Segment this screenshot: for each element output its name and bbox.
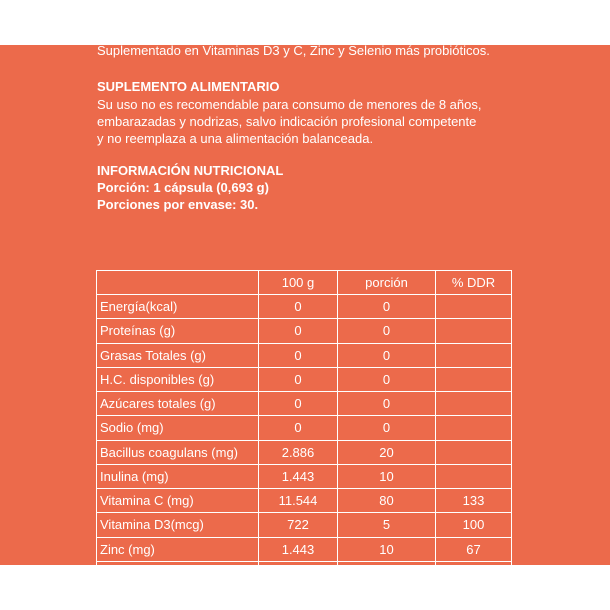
portion-cell: 55	[338, 561, 436, 585]
table-row	[97, 319, 512, 343]
table-row	[97, 513, 512, 537]
per100-cell: 0	[259, 295, 338, 319]
per100-cell: 0	[259, 343, 338, 367]
supplement-line-2: embarazadas y nodrizas, salvo indicación profesional competente	[97, 114, 477, 129]
ddr-cell	[436, 392, 512, 416]
portion-cell: 80	[338, 489, 436, 513]
per100-cell: 0	[259, 392, 338, 416]
portion-cell: 5	[338, 513, 436, 537]
ddr-cell: 100	[436, 513, 512, 537]
nutrient-name-cell: Inulina (mg)	[97, 464, 259, 488]
portion-cell: 20	[338, 440, 436, 464]
nutrient-name-cell: Bacillus coagulans (mg)	[97, 440, 259, 464]
nutrient-name-cell: Grasas Totales (g)	[97, 343, 259, 367]
nutrition-table	[96, 270, 512, 586]
nutrient-name-cell: Proteínas (g)	[97, 319, 259, 343]
ddr-cell	[436, 440, 512, 464]
ddr-cell	[436, 416, 512, 440]
per100-cell: 1.443	[259, 537, 338, 561]
header-ddr: % DDR	[436, 271, 512, 295]
nutrient-name-cell: Azúcares totales (g)	[97, 392, 259, 416]
table-row	[97, 489, 512, 513]
servings-text: Porciones por envase: 30.	[97, 197, 259, 212]
nutrient-name-cell: Selenio (mcg)	[97, 561, 259, 585]
intro-text: Suplementado en Vitaminas D3 y C, Zinc y Selenio más probióticos.	[97, 43, 490, 58]
ddr-cell	[436, 367, 512, 391]
portion-cell: 0	[338, 295, 436, 319]
ddr-cell: 67	[436, 537, 512, 561]
per100-cell: 1.443	[259, 464, 338, 488]
ddr-cell	[436, 343, 512, 367]
table-row	[97, 367, 512, 391]
portion-cell: 0	[338, 367, 436, 391]
portion-cell: 10	[338, 464, 436, 488]
table-row	[97, 464, 512, 488]
nutrient-name-cell: Vitamina C (mg)	[97, 489, 259, 513]
table-row	[97, 416, 512, 440]
nutrient-name-cell: Sodio (mg)	[97, 416, 259, 440]
label-panel	[0, 43, 610, 581]
ddr-cell: 133	[436, 489, 512, 513]
table-row	[97, 537, 512, 561]
supplement-title: SUPLEMENTO ALIMENTARIO	[97, 79, 280, 94]
per100-cell: 7.937	[259, 561, 338, 585]
nutrient-name-cell: H.C. disponibles (g)	[97, 367, 259, 391]
per100-cell: 0	[259, 319, 338, 343]
header-100g: 100 g	[259, 271, 338, 295]
portion-cell: 0	[338, 392, 436, 416]
portion-cell: 0	[338, 416, 436, 440]
nutrient-name-cell: Vitamina D3(mcg)	[97, 513, 259, 537]
portion-cell: 0	[338, 343, 436, 367]
nutrient-name-cell: Energía(kcal)	[97, 295, 259, 319]
portion-text: Porción: 1 cápsula (0,693 g)	[97, 180, 269, 195]
supplement-line-3: y no reemplaza a una alimentación balanceada.	[97, 131, 374, 146]
per100-cell: 11.544	[259, 489, 338, 513]
portion-cell: 0	[338, 319, 436, 343]
per100-cell: 2.886	[259, 440, 338, 464]
nutrition-title: INFORMACIÓN NUTRICIONAL	[97, 163, 284, 178]
table-row	[97, 561, 512, 585]
ddr-cell	[436, 319, 512, 343]
per100-cell: 0	[259, 416, 338, 440]
portion-cell: 10	[338, 537, 436, 561]
supplement-line-1: Su uso no es recomendable para consumo de menores de 8 años,	[97, 97, 482, 112]
table-row	[97, 392, 512, 416]
table-header-row	[97, 271, 512, 295]
nutrient-name-cell: Zinc (mg)	[97, 537, 259, 561]
ddr-cell: 79	[436, 561, 512, 585]
per100-cell: 0	[259, 367, 338, 391]
table-row	[97, 295, 512, 319]
table-row	[97, 440, 512, 464]
header-nutrient	[97, 271, 259, 295]
table-row	[97, 343, 512, 367]
header-portion: porción	[338, 271, 436, 295]
per100-cell: 722	[259, 513, 338, 537]
ddr-cell	[436, 295, 512, 319]
ddr-cell	[436, 464, 512, 488]
